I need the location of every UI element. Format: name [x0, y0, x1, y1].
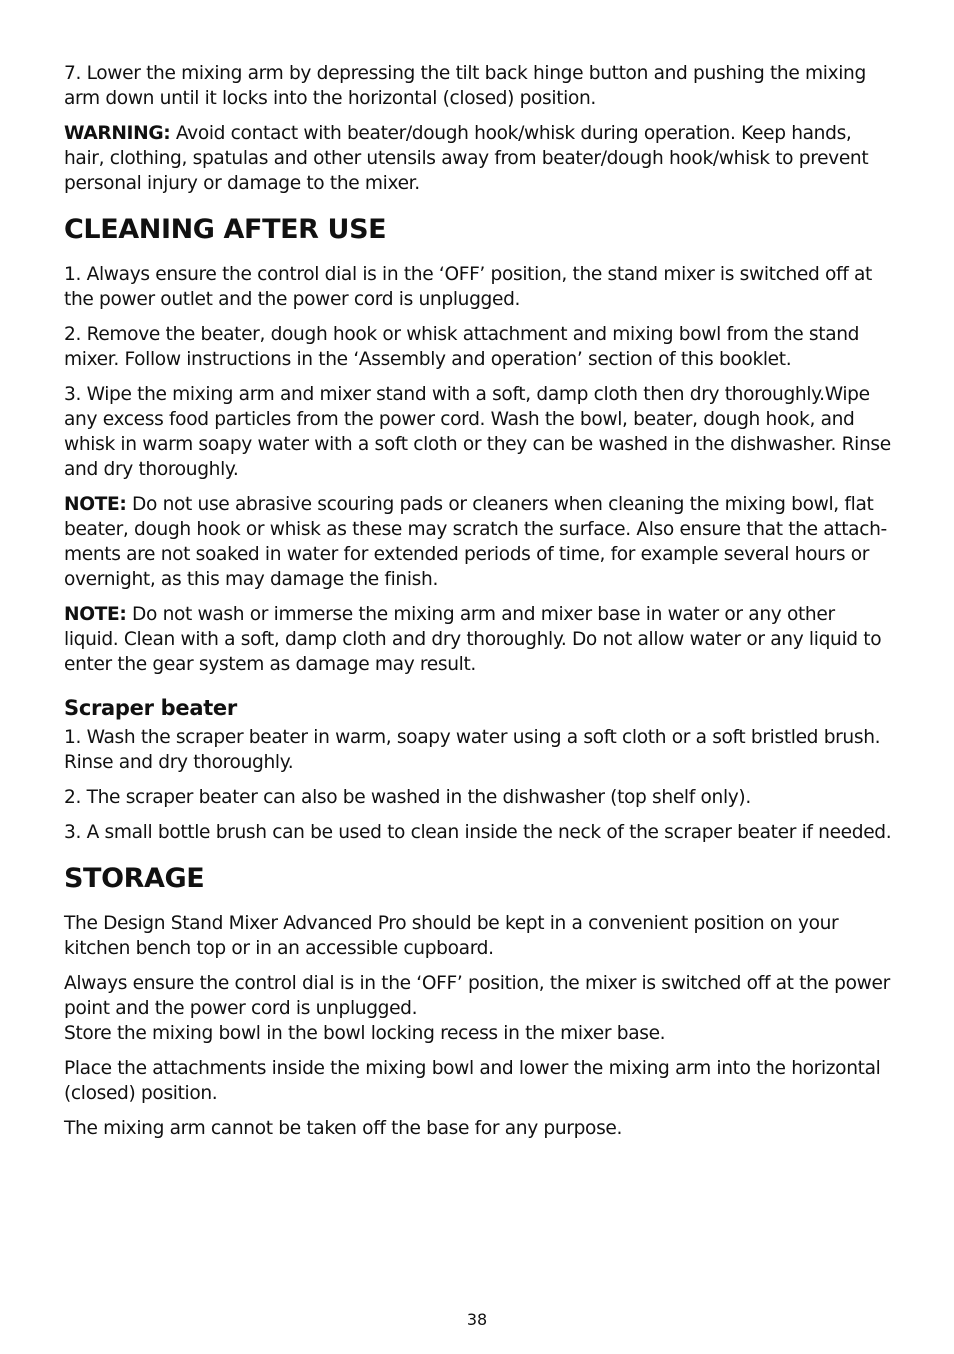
note-text: Do not wash or immerse the mixing arm and mixer base in water or any other liquid. Clean with a soft, damp cloth and dry thoroughly. Do not allow water or any liquid to enter the gear system as damage may result.	[64, 604, 882, 675]
cleaning-step-3: 3. Wipe the mixing arm and mixer stand with a soft, damp cloth then dry thoroughly.Wipe any excess food particles from the power cord. Wash the bowl, beater, dough hook, and whisk in warm soapy water with a soft cloth or they can be washed in the dishwasher. Rinse and dry thoroughly.	[64, 384, 891, 480]
storage-paragraph-2: Always ensure the control dial is in the ‘OFF’ position, the mixer is switched off at the power point and the power cord is unplugged.	[64, 973, 890, 1019]
note-label: NOTE:	[64, 494, 127, 515]
scraper-step-2: 2. The scraper beater can also be washed in the dishwasher (top shelf only).	[64, 787, 751, 808]
scraper-step-1: 1. Wash the scraper beater in warm, soapy water using a soft cloth or a soft bristled brush. Rinse and dry thoroughly.	[64, 727, 881, 773]
note-text: Do not use abrasive scouring pads or cleaners when cleaning the mixing bowl, flat beater, dough hook or whisk as these may scratch the surface. Also ensure that the attach-ments are not soaked in water for extended periods of time, for example several hours or overnight, as this may damage the finish.	[64, 494, 887, 590]
note-abrasive-paragraph	[64, 492, 894, 592]
cleaning-step-1: 1. Always ensure the control dial is in the ‘OFF’ position, the stand mixer is switched off at the power outlet and the power cord is unplugged.	[64, 264, 872, 310]
cleaning-heading: CLEANING AFTER USE	[64, 214, 387, 245]
warning-paragraph	[64, 121, 894, 196]
warning-text: Avoid contact with beater/dough hook/whisk during operation. Keep hands, hair, clothing, spatulas and other utensils away from beater/dough hook/whisk to prevent personal injury or damage to the mixer.	[64, 123, 869, 194]
note-immerse-paragraph	[64, 602, 894, 677]
storage-paragraph-4: Place the attachments inside the mixing bowl and lower the mixing arm into the horizontal (closed) position.	[64, 1058, 881, 1104]
cleaning-step-2: 2. Remove the beater, dough hook or whisk attachment and mixing bowl from the stand mixer. Follow instructions in the ‘Assembly and operation’ section of this booklet.	[64, 324, 860, 370]
step-7-paragraph: 7. Lower the mixing arm by depressing the tilt back hinge button and pushing the mixing arm down until it locks into the horizontal (closed) position.	[64, 63, 866, 109]
scraper-step-3: 3. A small bottle brush can be used to clean inside the neck of the scraper beater if needed.	[64, 822, 892, 843]
storage-paragraph-1: The Design Stand Mixer Advanced Pro should be kept in a convenient position on your kitchen bench top or in an accessible cupboard.	[64, 913, 839, 959]
page-number: 38	[466, 1310, 488, 1329]
storage-paragraph-5: The mixing arm cannot be taken off the base for any purpose.	[64, 1118, 623, 1139]
scraper-beater-heading: Scraper beater	[64, 696, 237, 720]
storage-heading: STORAGE	[64, 863, 205, 894]
warning-label: WARNING:	[64, 123, 171, 144]
storage-paragraph-3: Store the mixing bowl in the bowl locking recess in the mixer base.	[64, 1023, 666, 1044]
note-label: NOTE:	[64, 604, 127, 625]
page-content	[64, 61, 894, 1151]
